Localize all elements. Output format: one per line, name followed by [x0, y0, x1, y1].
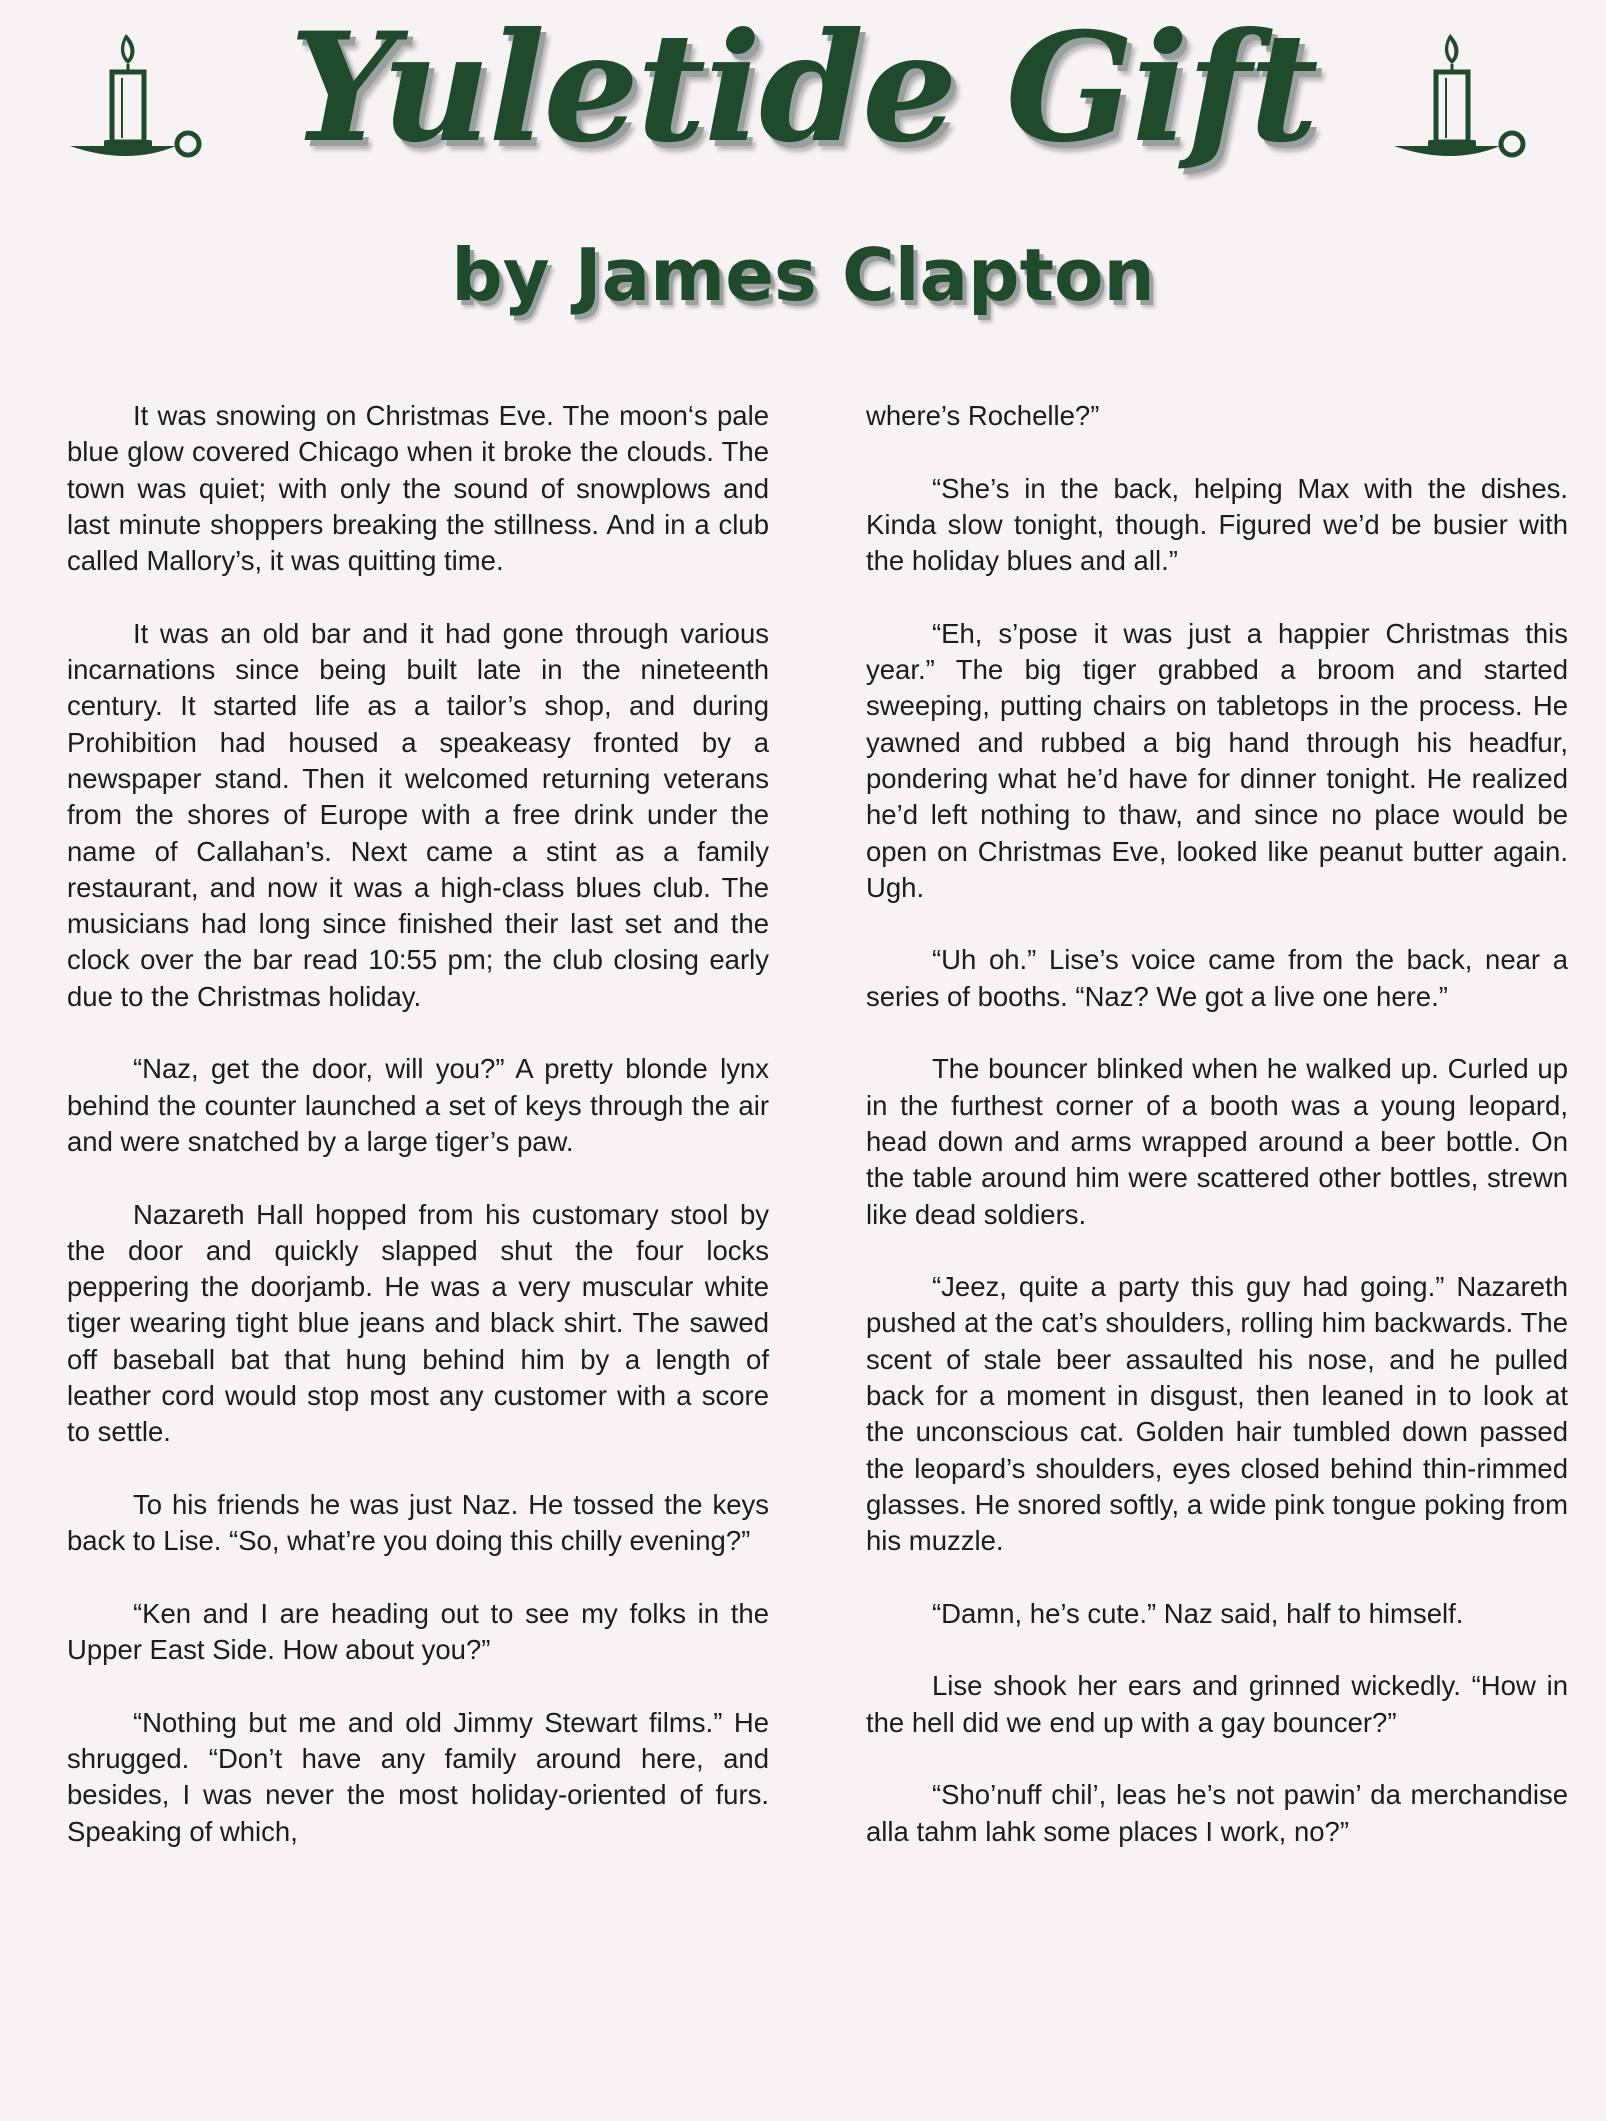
paragraph: To his friends he was just Naz. He tossed the keys back to Lise. “So, what’re you doing this chilly evening?”	[67, 1488, 769, 1557]
paragraph: “Naz, get the door, will you?” A pretty blonde lynx behind the counter launched a set of keys through the air and were snatched by a large tiger’s paw.	[67, 1053, 769, 1157]
paragraph: “Ken and I are heading out to see my folks in the Upper East Side. How about you?”	[67, 1597, 769, 1666]
paragraph: Nazareth Hall hopped from his customary stool by the door and quickly slapped shut the four locks peppering the doorjamb. He was a very muscular white tiger wearing tight blue jeans and black shirt. The sawed off baseball bat that hung behind him by a length of leather cord would stop most any customer with a score to settle.	[67, 1198, 769, 1448]
author-byline: by James Clapton	[451, 233, 1155, 317]
paragraph: “She’s in the back, helping Max with the dishes. Kinda slow tonight, though. Figured we’d be busier with the holiday blues and all.”	[866, 472, 1568, 577]
right-text-column	[866, 398, 1568, 1886]
paragraph-continued: where’s Rochelle?”	[866, 400, 1100, 431]
paragraph: “Damn, he’s cute.” Naz said, half to himself.	[932, 1597, 1464, 1629]
paragraph: The bouncer blinked when he walked up. Curled up in the furthest corner of a booth was a young leopard, head down and arms wrapped around a beer bottle. On the table around him were scattered other bottles, strewn like dead soldiers.	[866, 1053, 1568, 1230]
paragraph: “Jeez, quite a party this guy had going.” Nazareth pushed at the cat’s shoulders, rolling him backwards. The scent of stale beer assaulted his nose, and he pulled back for a moment in disgust, then leaned in to look at the unconscious cat. Golden hair tumbled down passed the leopard’s shoulders, eyes closed behind thin-rimmed glasses. He snored softly, a wide pink tongue poking from his muzzle.	[866, 1271, 1568, 1557]
paragraph: It was snowing on Christmas Eve. The moon‘s pale blue glow covered Chicago when it broke the clouds. The town was quiet; with only the sound of snowplows and last minute shoppers breaking the stillness. And in a club called Mallory’s, it was quitting time.	[67, 400, 769, 577]
left-text-column	[67, 398, 769, 1886]
paragraph: “Sho’nuff chil’, leas he’s not pawin’ da merchandise alla tahm lahk some places I work, no?”	[866, 1779, 1568, 1847]
paragraph: Lise shook her ears and grinned wickedly. “How in the hell did we end up with a gay bouncer?”	[866, 1670, 1568, 1738]
paragraph: “Nothing but me and old Jimmy Stewart films.” He shrugged. “Don’t have any family around here, and besides, I was never the most holiday-oriented of furs. Speaking of which,	[67, 1706, 769, 1847]
paragraph: It was an old bar and it had gone through various incarnations since being built late in the nineteenth century. It started life as a tailor’s shop, and during Prohibition had housed a speakeasy fronted by a newspaper stand. Then it welcomed returning veterans from the shores of Europe with a free drink under the name of Callahan’s. Next came a stint as a family restaurant, and now it was a high-class blues club. The musicians had long since finished their last set and the clock over the bar read 10:55 pm; the club closing early due to the Christmas holiday.	[67, 617, 769, 1012]
candle-holder-icon	[1392, 18, 1532, 168]
page-header	[0, 0, 1606, 340]
paragraph: “Eh, s’pose it was just a happier Christmas this year.” The big tiger grabbed a broom and started sweeping, putting chairs on tabletops in the process. He yawned and rubbed a big hand through his headfur, pondering what he’d have for dinner tonight. He realized he’d left nothing to thaw, and since no place would be open on Christmas Eve, looked like peanut butter again. Ugh.	[866, 617, 1568, 903]
paragraph: “Uh oh.” Lise’s voice came from the back, near a series of booths. “Naz? We got a live one here.”	[866, 944, 1568, 1012]
page-title: Yuletide Gift	[289, 0, 1317, 176]
